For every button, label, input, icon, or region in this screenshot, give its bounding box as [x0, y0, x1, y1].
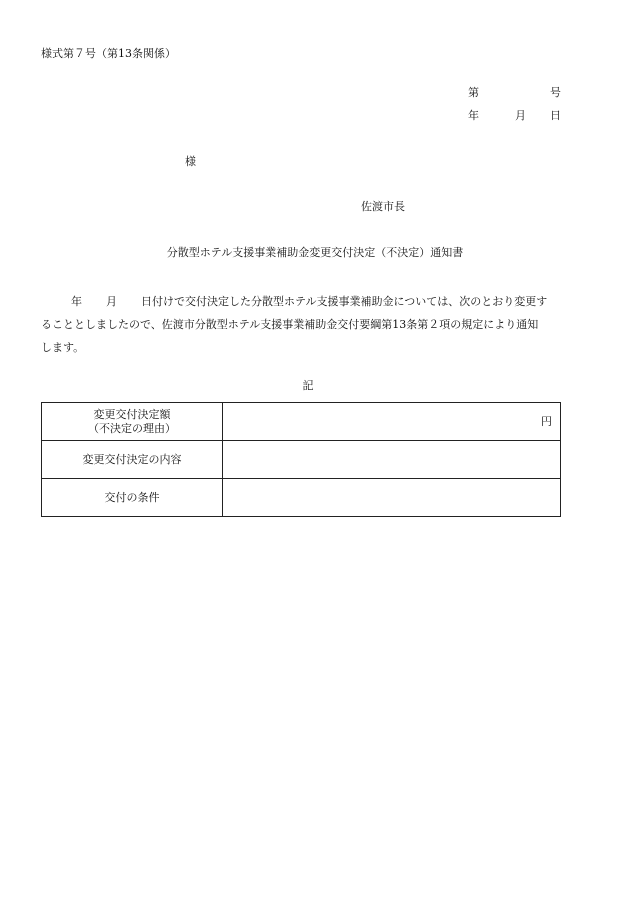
body-line-2: ることとしましたので、佐渡市分散型ホテル支援事業補助金交付要綱第13条第２項の規定により通知 [41, 318, 539, 331]
ki-heading: 記 [302, 379, 314, 392]
body-line-1-rest: 日付けで交付決定した分散型ホテル支援事業補助金については、次のとおり変更す [141, 295, 548, 308]
date-year: 年 [468, 109, 479, 122]
body-line-1 [41, 290, 561, 313]
body-month: 月 [106, 295, 117, 308]
conditions-value-cell [223, 479, 561, 517]
document-title: 分散型ホテル支援事業補助金変更交付決定（不決定）通知書 [166, 246, 464, 259]
yen-unit: 円 [541, 414, 552, 428]
table-row [42, 441, 561, 479]
table-row [42, 403, 561, 441]
row-label-content: 変更交付決定の内容 [42, 441, 223, 479]
table-row [42, 479, 561, 517]
document-number-dai: 第 [468, 86, 479, 99]
amount-label: 変更交付決定額 [93, 407, 171, 421]
detail-table [41, 402, 561, 517]
sender: 佐渡市長 [361, 200, 405, 213]
content-value-cell [223, 441, 561, 479]
amount-value-cell [223, 403, 561, 441]
row-label-conditions: 交付の条件 [42, 479, 223, 517]
body-line-3: します。 [41, 341, 85, 354]
date-day: 日 [550, 109, 561, 122]
reason-label: （不決定の理由） [88, 421, 176, 435]
form-number: 様式第７号（第13条関係） [41, 47, 176, 60]
body-text [41, 290, 561, 359]
document-number-go: 号 [550, 86, 561, 99]
addressee: 様 [185, 155, 196, 168]
row-label-amount [42, 403, 223, 441]
body-year: 年 [71, 295, 82, 308]
date-month: 月 [515, 109, 526, 122]
